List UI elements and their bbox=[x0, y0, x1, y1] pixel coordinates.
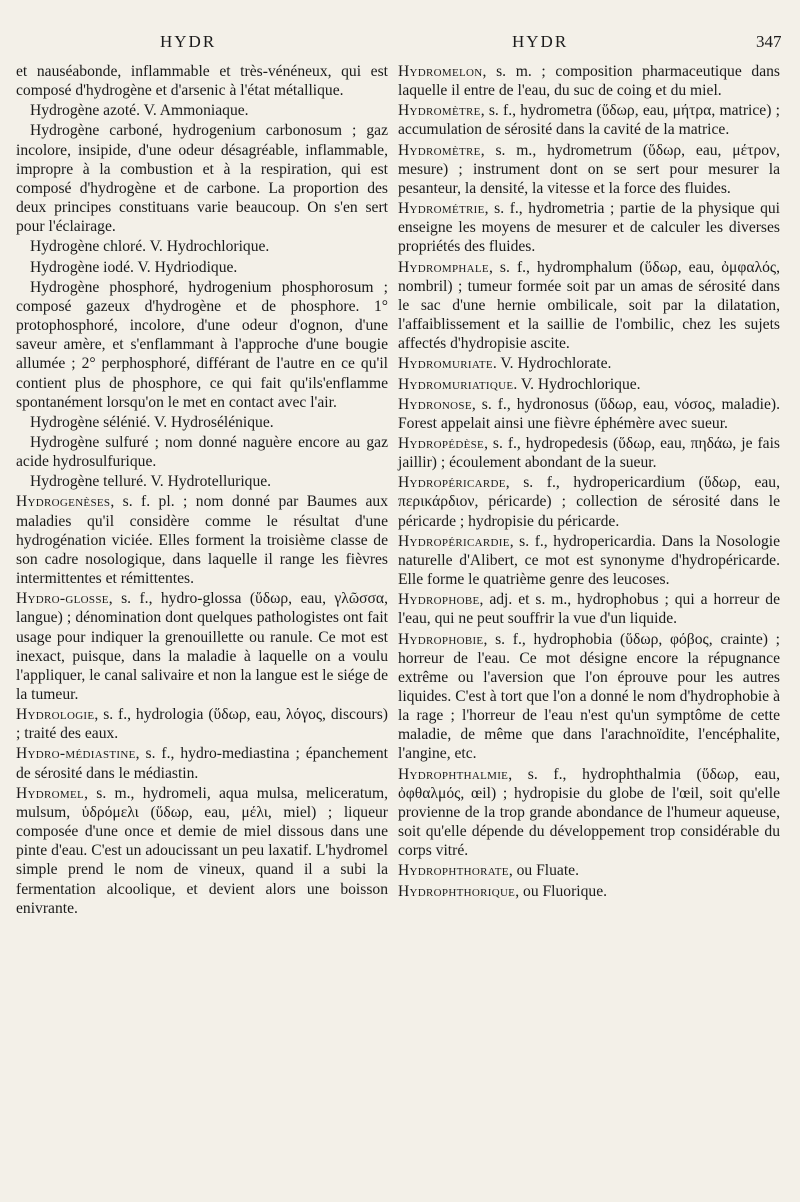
right-column bbox=[398, 62, 780, 902]
entry-headword: Hydromètre bbox=[398, 141, 481, 159]
entry-headword: Hydronose bbox=[398, 395, 472, 413]
dictionary-entry bbox=[398, 258, 780, 354]
entry-definition: , s. f., hydropericardia. Dans la Nosologie naturelle d'Alibert, ce mot est synonyme d'hydropéricarde. Elle forme le quatrième genre des leucoses. bbox=[398, 532, 780, 589]
entry-definition: , ou Fluorique. bbox=[515, 882, 608, 900]
entry-headword: Hydrophthorate bbox=[398, 862, 509, 880]
entry-headword: Hydrophthorique bbox=[398, 882, 516, 900]
header-left-word: HYDR bbox=[160, 32, 217, 51]
entry-headword: Hydro-glosse bbox=[16, 590, 109, 608]
entry-headword: Hydrométrie bbox=[398, 200, 485, 218]
entry-definition: , s. f., hydronosus (ὕδωρ, eau, νόσος, maladie). Forest appelait ainsi une fièvre éphémère avec sueur. bbox=[398, 395, 780, 432]
entry-definition: Hydrogène phosphoré, hydrogenium phosphorosum ; composé gazeux d'hydrogène et de phosphore. 1° protophosphoré, incolore, d'une odeur d'ognon, d'une saveur amère, et s'enflammant à l'approche d'une bougie allumée ; 2° perphosphoré, différant de l'autre en ce qu'il contient plus de phosphore, ce qui fait qu'ils'enflamme spontanément lorsqu'on le met en contact avec l'air. bbox=[16, 278, 388, 411]
entry-headword: Hydro-médiastine bbox=[16, 745, 136, 763]
entry-headword: Hydromuriate bbox=[398, 355, 493, 373]
entry-headword: Hydrogenèses bbox=[16, 493, 111, 511]
dictionary-entry bbox=[16, 784, 388, 918]
entry-definition: Hydrogène azoté. V. Ammoniaque. bbox=[30, 102, 249, 120]
dictionary-entry bbox=[398, 473, 780, 530]
entry-definition: Hydrogène carboné, hydrogenium carbonosum ; gaz incolore, insipide, d'une odeur désagréable, inflammable, impropre à la combustion et à la respiration, qui est composé d'hydrogène et de carbone. La proportion des deux principes constituans varie beaucoup. On s'en sert pour l'éclairage. bbox=[16, 122, 388, 236]
dictionary-entry bbox=[398, 765, 780, 861]
dictionary-entry bbox=[398, 630, 780, 764]
entry-definition: . V. Hydrochlorique. bbox=[513, 375, 641, 393]
text-columns bbox=[0, 62, 800, 1192]
entry-headword: Hydrophthalmie bbox=[398, 765, 509, 783]
entry-definition: , s. f., hydrophobia (ὕδωρ, φόβος, crainte) ; horreur de l'eau. Ce mot désigne encore la répugnance extrême ou l'aversion que l'on éprouve pour les autres liquides. C'est à tort que l'on a donné le nom d'hydrophobie à la rage ; l'horreur de l'eau n'est qu'un symptôme de cette maladie, de même que dans l'arachnoïdite, l'encéphalite, l'angine, etc. bbox=[398, 630, 780, 763]
entry-definition: , s. f., hydro-glossa (ὕδωρ, eau, γλῶσσα, langue) ; dénomination dont quelques pathologistes ont fait usage pour indiquer la grenouillette ou ranule. Ce mot est inexact, puisque, dans la maladie à laquelle on a voulu l'appliquer, le canal salivaire et non la langue est le siége de la tumeur. bbox=[16, 590, 388, 703]
entry-headword: Hydromelon bbox=[398, 63, 483, 80]
dictionary-entry bbox=[16, 121, 388, 236]
entry-definition: , s. f. pl. ; nom donné par Baumes aux maladies qu'il considère comme le résultat d'une hydrogénation viciée. Elles forment la troisième classe de son cadre nosologique, dans laquelle il range les fièvres intermittentes et rémittentes. bbox=[16, 493, 388, 588]
entry-definition: Hydrogène chloré. V. Hydrochlorique. bbox=[30, 238, 270, 256]
entry-headword: Hydromètre bbox=[398, 102, 481, 120]
dictionary-entry bbox=[16, 258, 388, 277]
dictionary-entry bbox=[398, 434, 780, 472]
entry-headword: Hydromel bbox=[16, 784, 85, 802]
dictionary-entry bbox=[398, 861, 780, 880]
entry-definition: , s. m. ; composition pharmaceutique dans laquelle il entre de l'eau, du suc de coing et du miel. bbox=[398, 63, 780, 100]
dictionary-entry bbox=[398, 590, 780, 628]
dictionary-entry bbox=[398, 62, 780, 100]
entry-definition: , s. f., hydrologia (ὕδωρ, eau, λόγος, discours) ; traité des eaux. bbox=[16, 706, 388, 743]
dictionary-entry bbox=[16, 705, 388, 743]
entry-headword: Hydropédèse bbox=[398, 434, 485, 452]
entry-definition: , adj. et s. m., hydrophobus ; qui a horreur de l'eau, qui ne peut souffrir la vue d'un liquide. bbox=[398, 591, 780, 628]
dictionary-entry bbox=[398, 395, 780, 433]
dictionary-entry bbox=[16, 492, 388, 588]
entry-definition: , s. f., hydro-mediastina ; épanchement de sérosité dans le médiastin. bbox=[16, 745, 388, 782]
dictionary-entry bbox=[398, 532, 780, 589]
entry-definition: Hydrogène sélénié. V. Hydrosélénique. bbox=[30, 413, 274, 431]
entry-definition: . V. Hydrochlorate. bbox=[492, 355, 612, 373]
entry-definition: , s. f., hydrometra (ὕδωρ, eau, μήτρα, matrice) ; accumulation de sérosité dans la cavité de la matrice. bbox=[398, 102, 780, 139]
entry-definition: , s. m., hydrometrum (ὕδωρ, eau, μέτρον, mesure) ; instrument dont on se sert pour mesurer la pesanteur, la densité, la vitesse et la force des fluides. bbox=[398, 141, 780, 197]
header-right-word: HYDR bbox=[512, 32, 569, 51]
entry-definition: , ou Fluate. bbox=[508, 862, 579, 880]
entry-definition: , s. f., hydrophthalmia (ὕδωρ, eau, ὀφθαλμός, œil) ; hydropisie du globe de l'œil, soit qu'elle provienne de la trop grande abondance de l'humeur aqueuse, soit qu'elle dépende du développement trop considérable du corps vitré. bbox=[398, 765, 780, 860]
entry-definition: , s. f., hydropedesis (ὕδωρ, eau, πηδάω, je fais jaillir) ; écoulement abondant de la sueur. bbox=[398, 434, 780, 472]
entry-headword: Hydrologie bbox=[16, 706, 95, 724]
entry-definition: Hydrogène telluré. V. Hydrotellurique. bbox=[30, 473, 272, 491]
entry-definition: et nauséabonde, inflammable et très-vénéneux, qui est composé d'hydrogène et d'arsenic à l'état métallique. bbox=[16, 63, 388, 100]
dictionary-entry bbox=[398, 375, 780, 394]
entry-headword: Hydrophobe bbox=[398, 591, 480, 609]
entry-definition: , s. m., hydromeli, aqua mulsa, meliceratum, mulsum, ὑδρόμελι (ὕδωρ, eau, μέλι, miel) ; liqueur composée d'une once et demie de miel dissous dans une pinte d'eau. C'est un adoucissant un peu laxatif. L'hydromel simple prend le nom de vineux, quand il a subi la fermentation alcoolique, et devient alors une boisson enivrante. bbox=[16, 784, 388, 917]
dictionary-entry bbox=[398, 101, 780, 139]
page-number: 347 bbox=[756, 32, 782, 51]
dictionary-entry bbox=[16, 62, 388, 100]
dictionary-entry bbox=[16, 433, 388, 471]
entry-headword: Hydrophobie bbox=[398, 630, 484, 648]
dictionary-entry bbox=[16, 101, 388, 120]
entry-headword: Hydromuriatique bbox=[398, 375, 514, 393]
entry-definition: , s. f., hydrometria ; partie de la physique qui enseigne les moyens de mesurer et de calculer les diverses propriétés des fluides. bbox=[398, 200, 780, 256]
entry-definition: Hydrogène iodé. V. Hydriodique. bbox=[30, 258, 238, 276]
entry-definition: , s. f., hydropericardium (ὕδωρ, eau, περικάρδιον, péricarde) ; collection de sérosité dans le péricarde ; hydropisie du péricarde. bbox=[398, 474, 780, 530]
dictionary-entry bbox=[398, 354, 780, 373]
entry-headword: Hydropéricardie bbox=[398, 532, 510, 550]
dictionary-entry bbox=[16, 413, 388, 432]
entry-headword: Hydromphale bbox=[398, 258, 489, 276]
left-column bbox=[16, 62, 388, 919]
dictionary-entry bbox=[16, 589, 388, 704]
dictionary-entry bbox=[398, 882, 780, 901]
entry-definition: , s. f., hydromphalum (ὕδωρ, eau, ὀμφαλός, nombril) ; tumeur formée soit par un amas de sérosité dans le sac d'une hernie ombilicale, soit par la dilatation, l'affaiblissement et la saillie de l'ombilic, chez les sujets affectés d'hydropisie ascite. bbox=[398, 258, 780, 353]
dictionary-entry bbox=[16, 237, 388, 256]
dictionary-entry bbox=[398, 199, 780, 256]
dictionary-entry bbox=[398, 141, 780, 198]
dictionary-entry bbox=[16, 744, 388, 782]
running-header bbox=[0, 32, 800, 60]
entry-definition: Hydrogène sulfuré ; nom donné naguère encore au gaz acide hydrosulfurique. bbox=[16, 433, 388, 471]
dictionary-entry bbox=[16, 278, 388, 412]
dictionary-entry bbox=[16, 472, 388, 491]
entry-headword: Hydropéricarde bbox=[398, 474, 506, 492]
